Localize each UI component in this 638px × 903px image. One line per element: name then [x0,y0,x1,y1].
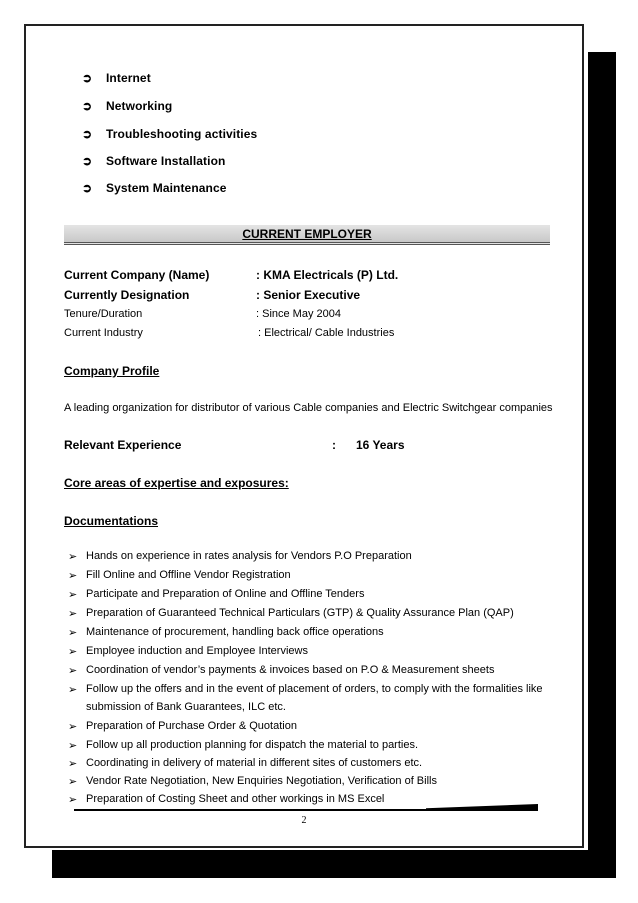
list-item: ➢ Follow up all production planning for dispatch the material to parties. [68,739,419,752]
list-item: ➢ Preparation of Costing Sheet and other workings in MS Excel [68,793,385,806]
arrow-bullet-icon: ➲ [82,181,93,195]
triangle-bullet-icon: ➢ [68,758,78,770]
arrow-bullet-icon: ➲ [82,127,93,141]
page-shadow-right [588,52,616,878]
triangle-bullet-icon: ➢ [68,740,78,752]
company-value: : KMA Electricals (P) Ltd. [256,268,399,282]
list-item-continuation: submission of Bank Guarantees, ILC etc. [86,701,286,713]
documentations-heading: Documentations [64,514,159,528]
skill-item: Software Installation [106,154,226,168]
industry-value: : Electrical/ Cable Industries [258,327,395,339]
list-item: ➢ Maintenance of procurement, handling back office operations [68,626,384,639]
list-item: ➢ Fill Online and Offline Vendor Registration [68,569,291,582]
tenure-value: : Since May 2004 [256,308,341,320]
document-page [24,24,584,848]
section-title: CURRENT EMPLOYER [242,227,372,241]
skill-item: Internet [106,71,151,85]
skill-item: Networking [106,99,173,113]
list-item: ➢ Preparation of Purchase Order & Quotation [68,720,297,733]
triangle-bullet-icon: ➢ [68,721,78,733]
triangle-bullet-icon: ➢ [68,608,78,620]
footer-rule-wedge [426,804,538,810]
list-item: ➢ Follow up the offers and in the event of placement of orders, to comply with the formalities like [68,683,543,696]
list-item: ➢ Vendor Rate Negotiation, New Enquiries Negotiation, Verification of Bills [68,775,437,788]
arrow-bullet-icon: ➲ [82,154,93,168]
triangle-bullet-icon: ➢ [68,665,78,677]
skill-item: System Maintenance [106,181,227,195]
list-item: ➢ Coordinating in delivery of material in different sites of customers etc. [68,757,423,770]
triangle-bullet-icon: ➢ [68,627,78,639]
profile-heading: Company Profile [64,364,160,378]
arrow-bullet-icon: ➲ [82,71,93,85]
company-label: Current Company (Name) [64,268,210,282]
core-heading: Core areas of expertise and exposures: [64,476,289,490]
list-item: ➢ Employee induction and Employee Interviews [68,645,308,658]
list-item: ➢ Preparation of Guaranteed Technical Particulars (GTP) & Quality Assurance Plan (QAP) [68,607,514,620]
triangle-bullet-icon: ➢ [68,776,78,788]
experience-colon: : [332,438,336,452]
page-shadow-bottom [52,850,616,878]
list-item: ➢ Hands on experience in rates analysis for Vendors P.O Preparation [68,550,412,563]
industry-label: Current Industry [64,327,143,339]
page-number: 2 [301,815,307,826]
triangle-bullet-icon: ➢ [68,794,78,806]
profile-text: A leading organization for distributor of various Cable companies and Electric Switchgear companies [64,402,553,414]
experience-label: Relevant Experience [64,438,182,452]
triangle-bullet-icon: ➢ [68,589,78,601]
skill-item: Troubleshooting activities [106,127,258,141]
triangle-bullet-icon: ➢ [68,646,78,658]
triangle-bullet-icon: ➢ [68,551,78,563]
triangle-bullet-icon: ➢ [68,684,78,696]
experience-value: 16 Years [356,438,405,452]
arrow-bullet-icon: ➲ [82,99,93,113]
designation-label: Currently Designation [64,288,190,302]
designation-value: : Senior Executive [256,288,361,302]
tenure-label: Tenure/Duration [64,308,143,320]
triangle-bullet-icon: ➢ [68,570,78,582]
section-band [64,225,550,245]
list-item: ➢ Participate and Preparation of Online and Offline Tenders [68,588,365,601]
list-item: ➢ Coordination of vendor’s payments & invoices based on P.O & Measurement sheets [68,664,495,677]
